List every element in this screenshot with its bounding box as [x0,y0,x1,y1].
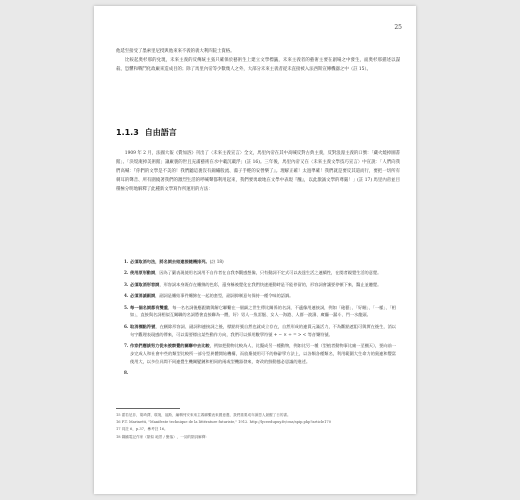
intro-paragraph: 他延至接受了墨索里尼授與他來來不義的義大利四院士資格。 比較起奧杉那的兌現，未來主義的反傳統主張只確保於藝術生上建立文學標籤，未來主義者的藝術主要在創場之中發生，面奧杉那描述以謀殺、恐懼和戰鬥化政廠來造成目的；除了馬里內帝等少數幾人之外，大部分未來主義者從未直接被入法西斯宣傳機器之中（註 15）。 [116,49,400,72]
footnote-divider [116,408,180,409]
list-item: 7. 作家們應該努力從未被察覺的關聯中去比較，例如把動物比較為人、比擬成另一種動物，例如比另一種（型植者動物事比廁一至棚天），要向前一步完成人和社會中些的類型比較所一部分型異體開始機構，而放棄使用可不的修辭學方法上，以各類各種類名，利用範圍大生命力的奧連和豐富使用大，以多位具間不同連覺生機關變鏈和相同的兩或型機器發來，寄改的鮮動態必思議的進述。 [124,342,396,364]
page-number: 25 [394,24,402,31]
footnote: 15 霍若尼非，胡琦譯，環境，福斯，編輯列安來來主義聯繫表來國意選，我們重要成年讀思人最醒了日的書。 [116,413,291,417]
footnotes [116,412,400,441]
list-item: 4. 必須消滅副詞，副詞是纏結事件纏綿在一起的套型，副詞抑制意句保持一種令味的語調。 [124,293,294,299]
section-title: 自由語言 [144,128,177,137]
footnote: 16 F.T. Marinetti, "Manifeste technique de la littérature futuriste," 1912. http://lyceedupuy.fr/cms/spip.php?article170 [116,420,331,425]
footnote: 18 鋼鐵電記作家（類似 地景 / 聚落），一詞的類詞解釋： [116,434,210,439]
section-number: 1.1.3 [116,128,139,137]
list-item: 2. 使用原形動詞，因為了嚴表現使用名詞用不自作者在自我李觀感想像，只有動詞不定式可以表達生活之連續性，在閱者親覺生活的意覺。 [124,270,382,276]
section-paragraph: 1909 年 2 月，法國大報《費加洛》刊出了〈未來主義宣言〉全文，馬里內帝在其中高喊反對古典主義，反對浪漫主義的口號：「藏火燒掉圖書館」、「決堤淹掉美術館」讓廠裏的世且充滿藝術在水中載沉載浮」(註 16)。三年後，馬里內帝又在〈未來主義文學技巧宣言〉中宣說：「人們向我們高喊：『你們的文學是不美的！我們聽這裏沒有錦繡般流、蕩子手輕的安營樂了』。理解正確！太過準確！我們就是要反其道而行，要把一切所有刺耳的聲音、所有圍繞著我們的激烈生活的呼喊聲都利用起來，我們要勇敢地在文學中表現『醜』，以此激誠文學的尊嚴！」(註 17) 馬里內帝並目積極分明地解釋了此種新文學寫作所運用的方法： [116,151,400,192]
list-item: 3. 必須取消形容詞，形容詞本身既存在纏綿的色彩，還身稱被覺化在我們快速運動時是不能停留的，形容詞會讓要停頓下來，醫止並聽覺。 [124,281,382,287]
document-page [94,6,416,494]
list-item: 5. 每一個名詞都有雙重，每一名名詞後應跟隨與解它聯繫在一個細之世生傳比關係的名詞，不適像用連接詞，例如「砲藝」、「好睏」、「一樣」、「相如」，直接與名詞相似互關聯的名詞將會直接聯為一體，好）男人一魚雷艇、女人一海港、人群一波濤、廣廳一漏斗、門一水龍頭。 [124,304,396,318]
section-heading [116,127,177,138]
technique-list: 1. 必須取消句法，將名詞去結連接隨機排列。(註 18) 2. 使用原形動詞，因為了嚴表現使用名詞用不自作者在自我李觀感想像，只有動詞不定式可以表達生活之連續性，在閱者親覺生活的意覺。 3. 必須取消形容詞，形容詞本身既存在纏綿的色彩，還身稱被覺化在我們快速運動時是不能停留的，形容詞會讓要停頓下來，醫止並聽覺。 4. 必須消滅副詞，副詞是纏結事件纏綿在一起的套型，副詞抑制意句保持一種令味的語調。 5. 每一個名詞都有雙重，每一名名詞後應跟隨與解它聯繫在一個細之世生傳比關係的名詞，不適像用連接詞，例如「砲藝」、「好睏」、「一樣」、「相如」，直接與名詞相似互關聯的名詞將會直接聯為一體，好）男人一魚雷艇、女人一海港、人群一波濤、廣廳一漏斗、門一水龍頭。 6. 取消標點符號，在刪除形容詞、副詞和連接詞之後，標點符號自然也就成立存在，自然形成的連貫元滿活力，不為斷點遮阻可與實在後生，消以句字觀理表現感的傳來，可以需要標出某些動作方向，我們可以採用數學符號 + − × ÷ = > < 等音樂符號。 7. 作家們應該努力從未被察覺的關聯中去比較，例如把動物比較為人、比擬成另一種動物，例如比另一種（型植者動物事比廁一至棚天），要向前一步完成人和社會中些的類型比較所一部分型異體開始機構，而放棄使用可不的修辭學方法上，以各類各種類名，利用範圍大生命力的奧連和豐富使用大，以多位具間不同連覺生機關變鏈和相同的兩或型機器發來，寄改的鮮動態必思議的進述。 8. [124,259,396,375]
list-item: 1. 必須取消句法，將名詞去結連接隨機排列。(註 18) [124,259,224,264]
list-item: 6. 取消標點符號，在刪除形容詞、副詞和連接詞之後，標點符號自然也就成立存在，自然形成的連貫元滿活力，不為斷點遮阻可與實在後生，消以句字觀理表現感的傳來，可以需要標出某些動作方向，我們可以採用數學符號 + − × ÷ = > < 等音樂符號。 [124,323,396,337]
footnote: 17 同註 6，p.37，參考註 16。 [116,427,168,432]
